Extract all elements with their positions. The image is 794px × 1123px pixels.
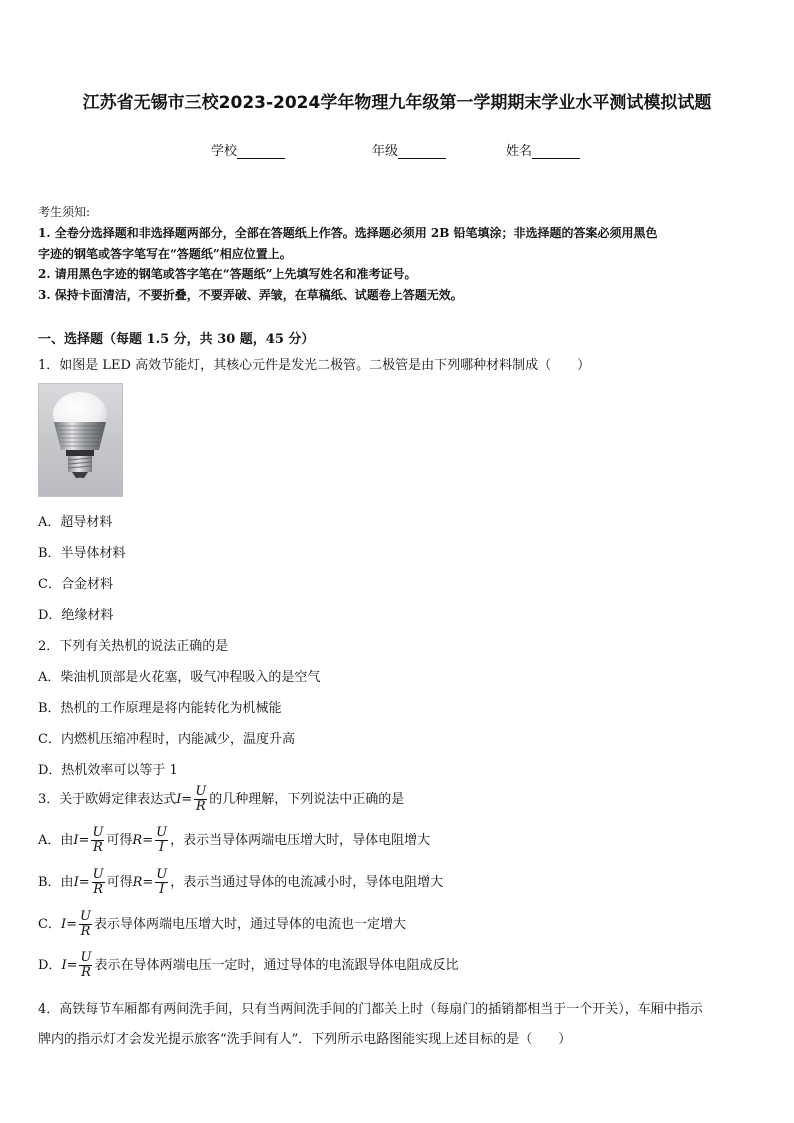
question-1-option-a: A．超导材料 — [38, 515, 113, 530]
notice-item-1: 1. 全卷分选择题和非选择题两部分，全部在答题纸上作答。选择题必须用 2B 铅笔填涂；非选择题的答案必须用黑色 — [38, 226, 658, 240]
option-d-suffix: 表示在导体两端电压一定时，通过导体的电流跟导体电阻成反比 — [94, 958, 459, 973]
grade-blank — [398, 146, 446, 159]
formula-r: R — [132, 833, 143, 848]
formula-numerator: U — [156, 867, 168, 882]
question-3-option-d — [38, 951, 458, 980]
formula-eq: = — [78, 875, 90, 890]
formula-eq: = — [142, 833, 154, 848]
question-2-option-d: D．热机效率可以等于 1 — [38, 763, 178, 778]
option-b-suffix: ，表示当通过导体的电流减小时，导体电阻增大 — [170, 875, 444, 890]
formula-i: I — [73, 875, 79, 890]
formula-denominator: I — [159, 882, 165, 897]
question-3-stem-suffix: 的几种理解，下列说法中正确的是 — [209, 792, 405, 807]
formula-u-over-r — [92, 868, 105, 897]
notice-heading: 考生须知: — [38, 205, 91, 219]
notice-item-1-cont: 字迹的钢笔或答字笔写在“答题纸”相应位置上。 — [38, 247, 292, 261]
formula-i: I — [60, 917, 67, 932]
option-b-prefix: B．由 — [38, 875, 74, 890]
option-a-mid: 可得 — [106, 833, 133, 848]
formula-numerator: U — [80, 950, 92, 965]
formula-u-over-i — [155, 868, 168, 897]
question-3-option-a — [38, 826, 430, 855]
formula-i: I — [61, 958, 67, 973]
formula-numerator: U — [195, 784, 207, 799]
formula-denominator: I — [159, 840, 165, 855]
formula-eq: = — [181, 792, 193, 807]
formula-numerator: U — [92, 867, 104, 882]
question-1-stem: 1．如图是 LED 高效节能灯，其核心元件是发光二极管。二极管是由下列哪种材料制成（ ） — [38, 358, 591, 373]
formula-i: I — [176, 792, 182, 807]
question-3-option-b — [38, 868, 443, 897]
formula-u-over-r — [91, 826, 104, 855]
formula-eq: = — [66, 917, 77, 932]
question-2-option-c: C．内燃机压缩冲程时，内能减少，温度升高 — [38, 732, 295, 747]
formula-denominator: R — [195, 799, 206, 814]
school-blank — [237, 146, 285, 159]
formula-u-over-r — [79, 910, 92, 939]
grade-label: 年级 — [372, 144, 399, 159]
formula-numerator: U — [92, 825, 104, 840]
option-c-prefix: C． — [38, 917, 61, 932]
name-blank — [532, 146, 580, 159]
formula-eq: = — [66, 958, 78, 973]
question-3-stem — [38, 785, 404, 814]
led-bulb-icon — [39, 384, 122, 496]
exam-title: 江苏省无锡市三校2023-2024学年物理九年级第一学期期末学业水平测试模拟试题 — [82, 93, 712, 113]
grade-field — [372, 140, 446, 159]
option-a-suffix: ，表示当导体两端电压增大时，导体电阻增大 — [170, 833, 431, 848]
question-1-option-d: D．绝缘材料 — [38, 608, 114, 623]
question-1-option-c: C．合金材料 — [38, 577, 113, 592]
formula-numerator: U — [156, 825, 168, 840]
question-1-option-b: B．半导体材料 — [38, 546, 126, 561]
notice-item-3: 3. 保持卡面清洁，不要折叠，不要弄破、弄皱，在草稿纸、试题卷上答题无效。 — [38, 288, 463, 302]
option-a-prefix: A．由 — [38, 833, 74, 848]
question-3-stem-prefix: 3．关于欧姆定律表达式 — [38, 792, 177, 807]
question-4-stem-line-1: 4．高铁每节车厢都有两间洗手间，只有当两间洗手间的门都关上时（每扇门的插销都相当于一个开关），车厢中指示 — [38, 1002, 703, 1017]
formula-denominator: R — [80, 924, 91, 939]
section-heading: 一、选择题（每题 1.5 分，共 30 题，45 分） — [38, 332, 315, 347]
formula-i: I — [73, 833, 79, 848]
led-bulb-image — [38, 383, 123, 497]
name-label: 姓名 — [506, 144, 533, 159]
formula-u-over-r — [79, 951, 92, 980]
question-3-option-c — [38, 910, 406, 939]
formula-denominator: R — [81, 965, 91, 980]
formula-denominator: R — [93, 882, 103, 897]
option-b-mid: 可得 — [106, 875, 133, 890]
school-field — [211, 140, 285, 159]
notice-item-2: 2. 请用黑色字迹的钢笔或答字笔在“答题纸”上先填写姓名和准考证号。 — [38, 267, 417, 281]
formula-denominator: R — [93, 840, 103, 855]
school-label: 学校 — [211, 144, 238, 159]
question-4-stem-line-2: 牌内的指示灯才会发光提示旅客“洗手间有人”．下列所示电路图能实现上述目标的是（ ） — [38, 1032, 572, 1047]
formula-eq: = — [78, 833, 90, 848]
formula-eq: = — [142, 875, 154, 890]
question-2-option-a: A．柴油机顶部是火花塞，吸气冲程吸入的是空气 — [38, 670, 321, 685]
formula-numerator: U — [80, 909, 91, 924]
question-2-stem: 2．下列有关热机的说法正确的是 — [38, 639, 229, 654]
name-field — [506, 140, 580, 159]
option-d-prefix: D． — [38, 958, 62, 973]
formula-u-over-r — [194, 785, 207, 814]
formula-r: R — [132, 875, 143, 890]
question-2-option-b: B．热机的工作原理是将内能转化为机械能 — [38, 701, 282, 716]
option-c-suffix: 表示导体两端电压增大时，通过导体的电流也一定增大 — [93, 917, 406, 932]
formula-u-over-i — [155, 826, 168, 855]
